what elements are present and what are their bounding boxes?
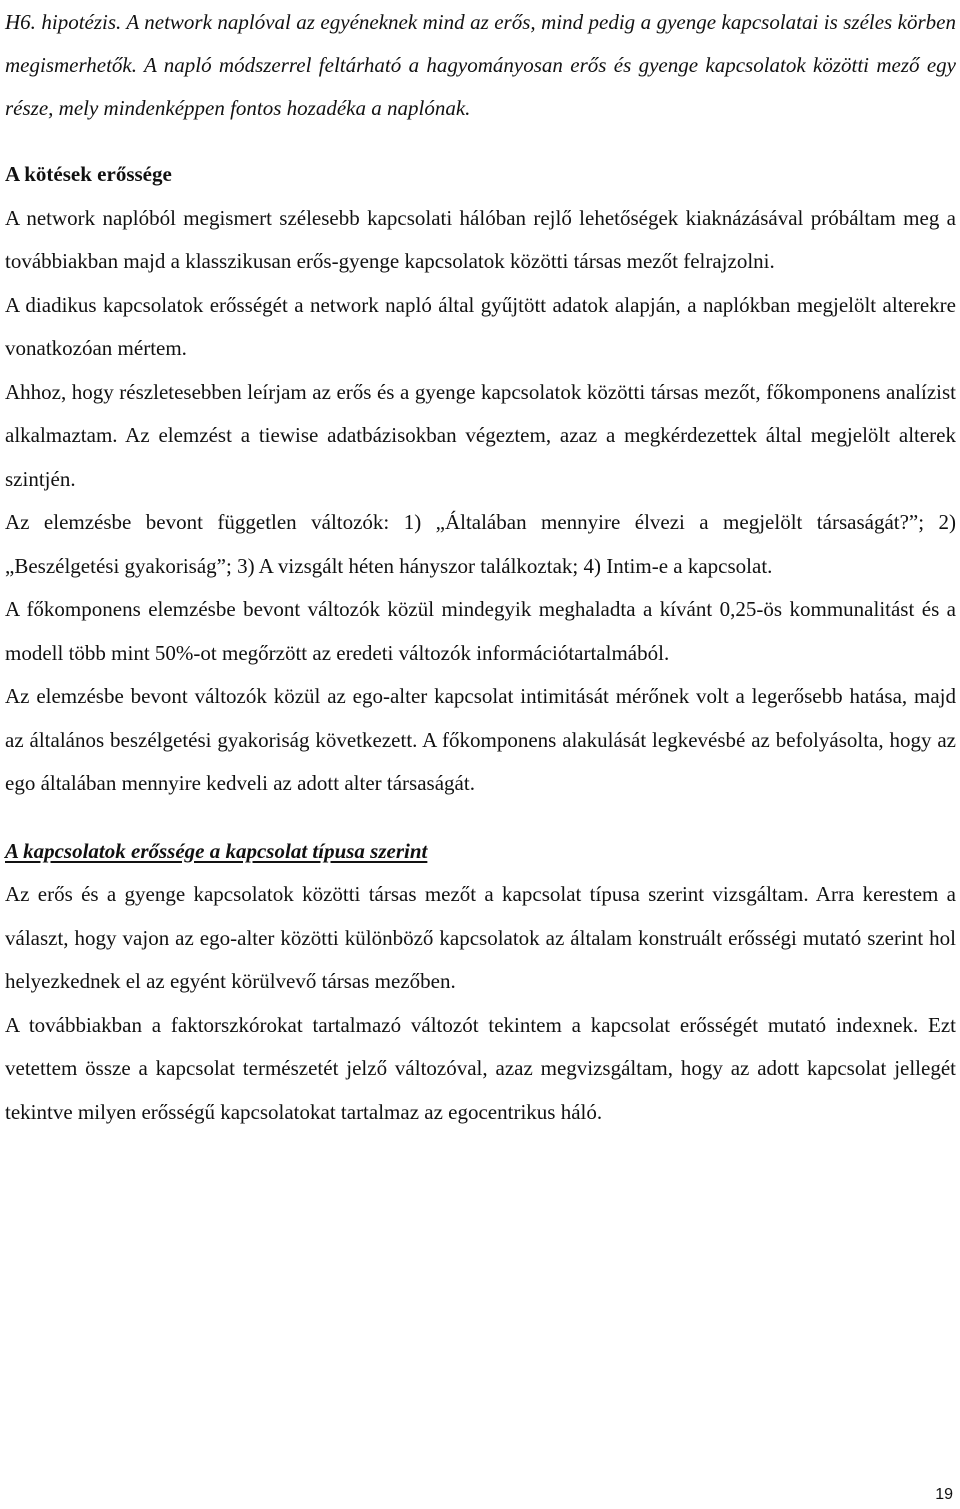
section-heading-bond-strength: A kötések erőssége: [5, 162, 172, 186]
hypothesis-paragraph: H6. hipotézis. A network naplóval az egyéneknek mind az erős, mind pedig a gyenge kapcsolatai is széles körben megismerhetők. A napló módszerrel feltárható a hagyományosan erős és gyenge kapcsolatok közötti mező egy része, mely mindenképpen fontos hozadéka a naplónak.: [5, 10, 956, 120]
body-paragraph: Az elemzésbe bevont változók közül az ego-alter kapcsolat intimitását mérőnek volt a legerősebb hatása, majd az általános beszélgetési gyakoriság következett. A főkomponens alakulását legkevésbé az befolyásolta, hogy az ego általában mennyire kedveli az adott alter társaságát.: [5, 684, 956, 795]
body-paragraph: A network naplóból megismert szélesebb kapcsolati hálóban rejlő lehetőségek kiaknázásával próbáltam meg a továbbiakban majd a klasszikusan erős-gyenge kapcsolatok közötti társas mezőt felrajzolni.: [5, 205, 956, 273]
body-paragraph: Az elemzésbe bevont független változók: 1) „Általában mennyire élvezi a megjelölt társaságát?”; 2) „Beszélgetési gyakoriság”; 3) A vizsgált héten hányszor találkoztak; 4) Intim-e a kapcsolat.: [5, 510, 956, 578]
page-number: 19: [935, 1486, 953, 1503]
body-paragraph: A diadikus kapcsolatok erősségét a network napló által gyűjtött adatok alapján, a naplókban megjelölt alterekre vonatkozóan mértem.: [5, 292, 956, 360]
body-paragraph: A továbbiakban a faktorszkórokat tartalmazó változót tekintem a kapcsolat erősségét mutató indexnek. Ezt vetettem össze a kapcsolat természetét jelző változóval, azaz megvizsgáltam, hogy az adott kapcsolat jellegét tekintve milyen erősségű kapcsolatokat tartalmaz az egocentrikus háló.: [5, 1012, 956, 1124]
body-paragraph: A főkomponens elemzésbe bevont változók közül mindegyik meghaladta a kívánt 0,25-ös kommunalitást és a modell több mint 50%-ot megőrzött az eredeti változók információtartalmából.: [5, 597, 956, 665]
body-paragraph: Az erős és a gyenge kapcsolatok közötti társas mezőt a kapcsolat típusa szerint vizsgáltam. Arra kerestem a választ, hogy vajon az ego-alter közötti különböző kapcsolatok az általam konstruált erősségi mutató szerint hol helyezkednek el az egyént körülvevő társas mezőben.: [5, 882, 956, 993]
body-paragraph: Ahhoz, hogy részletesebben leírjam az erős és a gyenge kapcsolatok közötti társas mezőt, főkomponens analízist alkalmaztam. Az elemzést a tiewise adatbázisokban végeztem, azaz a megkérdezettek által megjelölt alterek szintjén.: [5, 379, 956, 491]
document-page: [5, 0, 956, 1134]
section-subheading-relationship-type: A kapcsolatok erőssége a kapcsolat típusa szerint: [5, 838, 428, 863]
